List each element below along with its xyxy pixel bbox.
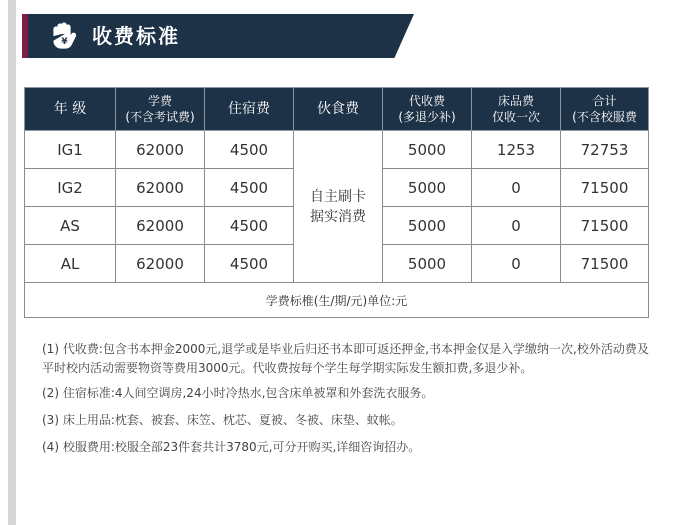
table-footer-row <box>25 283 649 318</box>
page-title: 收费标准 <box>92 24 180 48</box>
cell-agency-fee: 5000 <box>383 245 472 283</box>
cell-grade: AL <box>25 245 116 283</box>
note-boarding: (2) 住宿标准:4人间空调房,24小时冷热水,包含床单被罩和外套洗衣服务。 <box>42 386 434 400</box>
cell-tuition: 62000 <box>116 207 205 245</box>
cell-bedding: 0 <box>472 245 561 283</box>
col-header-tuition: 学费 (不含考试费) <box>116 88 205 131</box>
cell-bedding: 0 <box>472 169 561 207</box>
svg-text:¥: ¥ <box>61 37 68 47</box>
cell-grade: AS <box>25 207 116 245</box>
cell-boarding: 4500 <box>205 207 294 245</box>
table-row <box>25 131 649 169</box>
col-header-bedding: 床品费 仅收一次 <box>472 88 561 131</box>
cell-agency-fee: 5000 <box>383 207 472 245</box>
hand-yuan-icon <box>50 20 82 52</box>
cell-grade: IG2 <box>25 169 116 207</box>
left-edge-stripe <box>8 0 16 525</box>
cell-total: 71500 <box>561 207 649 245</box>
banner-accent <box>22 14 28 58</box>
cell-total: 71500 <box>561 245 649 283</box>
cell-grade: IG1 <box>25 131 116 169</box>
cell-bedding: 0 <box>472 207 561 245</box>
cell-total: 71500 <box>561 169 649 207</box>
cell-agency-fee: 5000 <box>383 131 472 169</box>
col-header-grade: 年 级 <box>25 88 116 131</box>
fee-table <box>24 87 649 318</box>
cell-boarding: 4500 <box>205 245 294 283</box>
cell-tuition: 62000 <box>116 131 205 169</box>
cell-boarding: 4500 <box>205 131 294 169</box>
table-header-row <box>25 88 649 131</box>
col-header-total: 合计 (不含校服费 <box>561 88 649 131</box>
note-uniform: (4) 校服费用:校服全部23件套共计3780元,可分开购买,详细咨询招办。 <box>42 440 421 454</box>
cell-meals-merged: 自主刷卡 据实消费 <box>294 131 383 283</box>
cell-tuition: 62000 <box>116 245 205 283</box>
note-agency-fee: (1) 代收费:包含书本押金2000元,退学或是毕业后归还书本即可返还押金,书本押金仅是入学缴纳一次,校外活动费及平时校内活动需要物资等费用3000元。代收费按每个学生每学期实际发生额扣费,多退少补。 <box>42 342 649 375</box>
note-bedding: (3) 床上用品:枕套、被套、床笠、枕芯、夏被、冬被、床垫、蚊帐。 <box>42 413 403 427</box>
col-header-boarding: 住宿费 <box>205 88 294 131</box>
cell-total: 72753 <box>561 131 649 169</box>
cell-boarding: 4500 <box>205 169 294 207</box>
col-header-agency-fee: 代收费 (多退少补) <box>383 88 472 131</box>
cell-tuition: 62000 <box>116 169 205 207</box>
cell-bedding: 1253 <box>472 131 561 169</box>
col-header-meals: 伙食费 <box>294 88 383 131</box>
cell-agency-fee: 5000 <box>383 169 472 207</box>
notes-section <box>42 340 652 465</box>
unit-note: 学费标椎(生/期/元)单位:元 <box>25 283 649 318</box>
